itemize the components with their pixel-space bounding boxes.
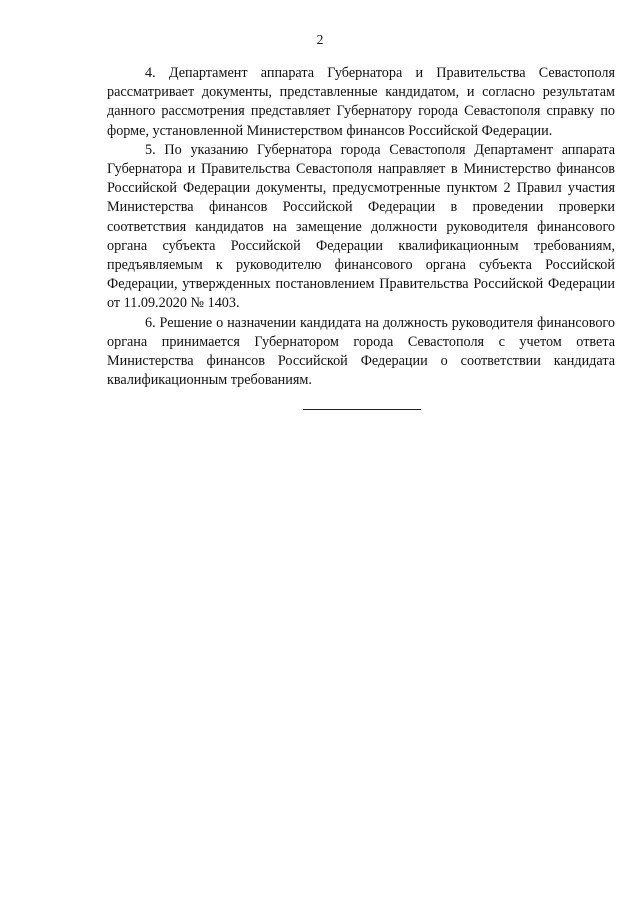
paragraph-item-4: 4. Департамент аппарата Губернатора и Правительства Севастополя рассматривает документы, представленные кандидатом, и согласно результатам данного рассмотрения представляет Губернатору города Севастополя справку по форме, установленной Министерством финансов Российской Федерации. [107, 65, 615, 139]
page-number: 2 [316, 32, 324, 47]
end-separator-line [303, 409, 421, 410]
paragraph-item-6: 6. Решение о назначении кандидата на должность руководителя финансового органа принимается Губернатором города Севастополя с учетом ответа Министерства финансов Российской Федерации о соответствии кандидата квалификационным требованиям. [107, 314, 615, 389]
paragraph-item-5: 5. По указанию Губернатора города Севастополя Департамент аппарата Губернатора и Правительства Севастополя направляет в Министерство финансов Российской Федерации документы, предусмотренные пунктом 2 Правил участия Министерства финансов Российской Федерации в проведении проверки соответствия кандидатов на замещение должности руководителя финансового органа субъекта Российской Федерации квалификационным требованиям, предъявляемым к руководителю финансового органа субъекта Российской Федерации, утвержденных постановлением Правительства Российской Федерации от 11.09.2020 № 1403. [107, 141, 615, 312]
document-body [107, 64, 615, 390]
